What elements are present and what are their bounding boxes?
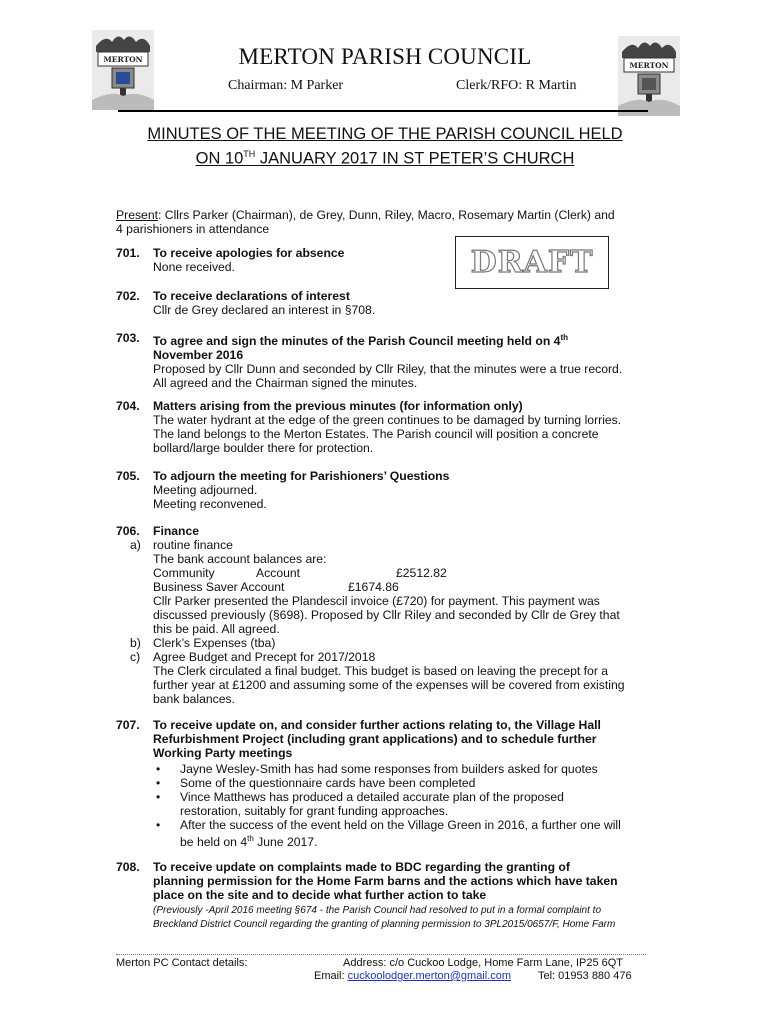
footer-contact-label: Merton PC Contact details: xyxy=(116,957,248,969)
svg-text:MERTON: MERTON xyxy=(629,61,669,70)
list-marker: a) xyxy=(130,538,141,552)
bullet: • xyxy=(156,818,161,832)
item-number: 707. xyxy=(116,718,140,732)
footer-email-line: Email: cuckoolodger.merton@gmail.com xyxy=(314,970,512,982)
chairman-name: Chairman: M Parker xyxy=(228,78,344,93)
list-marker: c) xyxy=(130,650,141,664)
document-title: MINUTES OF THE MEETING OF THE PARISH COUNCIL HELD ON 10TH JANUARY 2017 IN ST PETER’S CHURCH xyxy=(147,125,623,168)
email-link[interactable]: cuckoolodger.merton@gmail.com xyxy=(347,970,512,982)
item-number: 703. xyxy=(116,331,140,345)
item-708: To receive update on complaints made to BDC regarding the granting of planning permission for the Home Farm barns and the actions which have taken place on the site and to decide what further action to take (Previously -April 2016 meeting §674 - the Parish Council had resolved to put in a formal complaint to Breckland District Council regarding the granting of planning permission to 3PL2015/0657/F, Home Farm xyxy=(153,860,618,930)
village-sign-left-logo xyxy=(92,30,154,110)
item-number: 708. xyxy=(116,860,140,874)
list-marker: b) xyxy=(130,636,141,650)
item-707-title: To receive update on, and consider further actions relating to, the Village Hall Refurbishment Project (including grant applications) and to schedule further Working Party meetings xyxy=(153,718,601,760)
footer-rule xyxy=(116,954,646,955)
item-703: To agree and sign the minutes of the Parish Council meeting held on 4th November 2016 Proposed by Cllr Dunn and seconded by Cllr Riley, that the minutes were a true record. All agreed and the Chairman signed the minutes. xyxy=(153,333,623,391)
attendance: Present: Cllrs Parker (Chairman), de Grey, Dunn, Riley, Macro, Rosemary Martin (Clerk) and 4 parishioners in attendance xyxy=(116,208,615,236)
footer-address: Address: c/o Cuckoo Lodge, Home Farm Lane, IP25 6QT xyxy=(343,957,624,969)
item-706-c: Agree Budget and Precept for 2017/2018 The Clerk circulated a final budget. This budget is based on leaving the precept for a further year at £1200 and assuming some of the expenses will be covered from existing bank balances. xyxy=(153,650,625,706)
item-number: 701. xyxy=(116,246,140,260)
header-rule xyxy=(118,110,648,112)
sign-label: MERTON xyxy=(103,55,143,64)
item-706-b: Clerk’s Expenses (tba) xyxy=(153,636,276,650)
item-705: To adjourn the meeting for Parishioners’ Questions Meeting adjourned. Meeting reconvened. xyxy=(153,469,450,511)
item-number: 704. xyxy=(116,399,140,413)
item-702: To receive declarations of interest Cllr de Grey declared an interest in §708. xyxy=(153,289,376,317)
item-number: 702. xyxy=(116,289,140,303)
item-704: Matters arising from the previous minutes (for information only) The water hydrant at the edge of the green continues to be damaged by turning lorries. The land belongs to the Merton Estates. The Parish council will position a concrete bollard/large boulder there for protection. xyxy=(153,399,622,455)
bullet: • xyxy=(156,762,161,776)
item-number: 705. xyxy=(116,469,140,483)
footer-tel: Tel: 01953 880 476 xyxy=(538,970,632,982)
bullet: • xyxy=(156,790,161,804)
council-name: MERTON PARISH COUNCIL xyxy=(238,44,532,69)
bullet: • xyxy=(156,776,161,790)
item-number: 706. xyxy=(116,524,140,538)
draft-stamp: DRAFT xyxy=(455,236,609,289)
item-706-title: Finance xyxy=(153,524,200,538)
item-706-a: routine finance The bank account balances are: Community Account £2512.82 Business Saver Account £1674.86 Cllr Parker presented the Plandescil invoice (£720) for payment. This payment was discussed previously (§698). Proposed by Cllr Riley and seconded by Cllr de Grey that this be paid. All agreed. xyxy=(153,538,620,636)
item-707-bullets: Jayne Wesley-Smith has had some responses from builders asked for quotes Some of the questionnaire cards have been completed Vince Matthews has produced a detailed accurate plan of the proposed restoration, suitably for grant funding approaches. After the success of the event held on the Village Green in 2016, a further one will be held on 4th June 2017. xyxy=(180,762,621,850)
item-701: To receive apologies for absence None received. xyxy=(153,246,345,274)
clerk-name: Clerk/RFO: R Martin xyxy=(456,78,577,93)
